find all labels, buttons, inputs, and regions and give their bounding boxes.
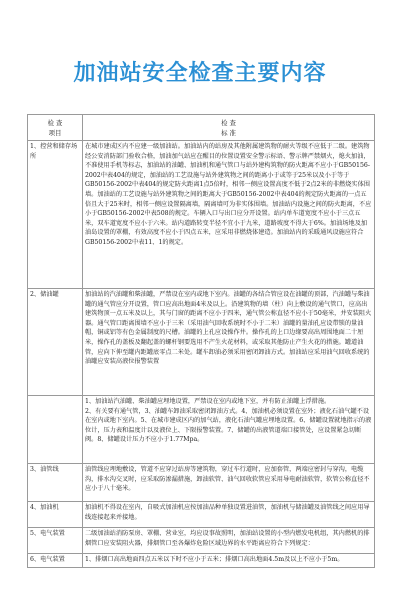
row-standard-text: 加油机不得设在室内，自吸式加油机应按加油品种单独设置进油管，加油机与储油罐及油管线之间应用导线连接起来并接地。 xyxy=(85,504,370,521)
row-standard-text: 二级加油站消防泵房、罩棚、营业室，均应设事故照明，加油站设置的小型内燃发电机组，其内燃机的排烟管口应安装阻火器，排烟管口至各爆炸危险区域边界的水平距离应符合下列规定： xyxy=(85,530,370,547)
row-standard-cell xyxy=(83,554,375,568)
row-item-cell: 2、储油罐 xyxy=(28,289,83,396)
row-standard-text: 加油站的汽油罐和柴油罐，严禁设在室内或地下室内。油罐的各结合管应设在油罐的顶部，汽油罐与柴油罐的通气管应分开设置，管口应高出地面4米及以上。沿建筑物的墙（柱）向上敷设的通气管口，应高出建筑物顶一点五米及以上，其与门窗的距离不应小于四米，通气管公称直径不应小于50毫米，并安装阻火器。通气管口距离围墙不应小于三米（采用油气回收系统时不小于二米）油罐的量油孔应设带锁的量油帽，铜或铝等有色金属制度的尺槽。油罐的上孔应设操作井。操作孔的上口边缘要高出周围地面二十厘米，操作孔的盖板及翻起盖的螺杆钢要选用不产生火花材料，或采取其他防止产生火花的措施。罐道油管，应向下伸至罐内距罐底零点二米处。罐车卸油必须采用密闭卸油方式。加油站应采用油气回收系统的油罐应安装高液位报警装置 xyxy=(85,291,372,366)
header-standard-cell xyxy=(83,115,375,141)
header-item-line2: 项目 xyxy=(48,129,62,137)
table-row xyxy=(28,289,375,396)
row-standard-cell xyxy=(83,464,375,502)
page-title: 加油站安全检查主要内容 xyxy=(73,61,327,86)
row-standard-text: 油管线应埋地敷设，管道不应穿过站房等建筑物，穿过车行道时，应加套管，两端应密封与穿沟，电缆沟，排水沟交叉时，应采取防渗漏措施，卸油软管、油气回收软管应采用导电耐油软管，软管公称直径不应小于八十毫米。 xyxy=(85,466,370,493)
row-standard-text: 在城市建成区内不应建一级加油站。加油站内的站房及其他附属建筑物的耐火等级不应低于二级。建筑物经公安消防部门验收合格，加油加气站应在醒目的位置设置安全警示标语、警示牌严禁烟火，熄火加油，不准使用手机等标志，加油站的油罐、加油机和通气管口与站外建构筑物的防火距离不应小于GB50156-2002中表404的规定，加油站的工艺设施与站外建筑物之间的距离小于或等于25米以及小于等于GB50156-2002中表404的规定防火距离1点5倍时，相邻一侧应设置高度不低于2点2米的非燃烧实体围墙。加油站的工艺设施与站外建筑物之间的距离大于GB50156-2002中表404的规定防火距离的一点五倍且大于25米时，相邻一侧应设置隔离墙，隔离墙可为非实体围墙。加油站内设施之间的防火距离，不应小于GB50156-2002中表508的规定。车辆入口与出口应分开设置。站内单车道宽度不应小于三点五米，双车道宽度不应小于六米。站内道路转变半径不宜小于九米，道路坡度不得大于6%。加油场地及加油岛设置的罩棚，有效高度不应小于四点五米，应采用非燃烧体建造。加油站内的采暖通风设施应符合GB50156-2002中表11、1的规定。 xyxy=(85,143,372,246)
row-standard-cell xyxy=(83,396,375,464)
table-row xyxy=(28,396,375,464)
table-row xyxy=(28,554,375,568)
row-standard-cell xyxy=(83,528,375,554)
table-row xyxy=(28,141,375,289)
row-item-cell: 4、加油机 xyxy=(28,502,83,528)
table-header-row xyxy=(28,115,375,141)
row-standard-text: 1、排烟口高出地面四点五米以下时不应小于五米；排烟口高出地面4.5m及以上不应小于5m。 xyxy=(85,556,344,563)
header-std-line1: 检 查 xyxy=(221,119,236,127)
header-std-line2: 标 准 xyxy=(221,129,236,137)
inspection-table xyxy=(27,114,375,568)
table-row xyxy=(28,528,375,554)
row-item-cell: 5、电气装置 xyxy=(28,528,83,554)
row-standard-cell xyxy=(83,141,375,289)
row-standard-cell xyxy=(83,502,375,528)
header-item-line1: 检 查 xyxy=(47,119,63,127)
table-row xyxy=(28,502,375,528)
row-item-cell: 6、电气装置 xyxy=(28,554,83,568)
header-item-cell xyxy=(28,115,83,141)
row-standard-text: 2、有关要有通气管，3、油罐车卸油采取密闭卸油方式。4、加油机必须设置在室外；液化石油气罐不设在室内或地下室内。5、在城市建成区内的加气站，液化石油气罐应埋地设置。6、储罐设置就地指示的液位计，压力表和温度计以及液位上、下限报警装置。7、储罐的出液管道端口接管处，应设置紧急切断阀。8、储罐设计压力不应小于1.77Mpa。 xyxy=(85,407,372,444)
row-standard-text: 1、加油站汽油罐、柴油罐应埋地设置，严禁设在室内或地下室，并有防止油罐上浮措施。 xyxy=(85,398,331,405)
row-item-cell xyxy=(28,396,83,464)
row-item-cell: 1、控营和储存场所 xyxy=(28,141,83,289)
row-standard-cell xyxy=(83,289,375,396)
row-item-cell: 3、油管线 xyxy=(28,464,83,502)
table-row xyxy=(28,464,375,502)
